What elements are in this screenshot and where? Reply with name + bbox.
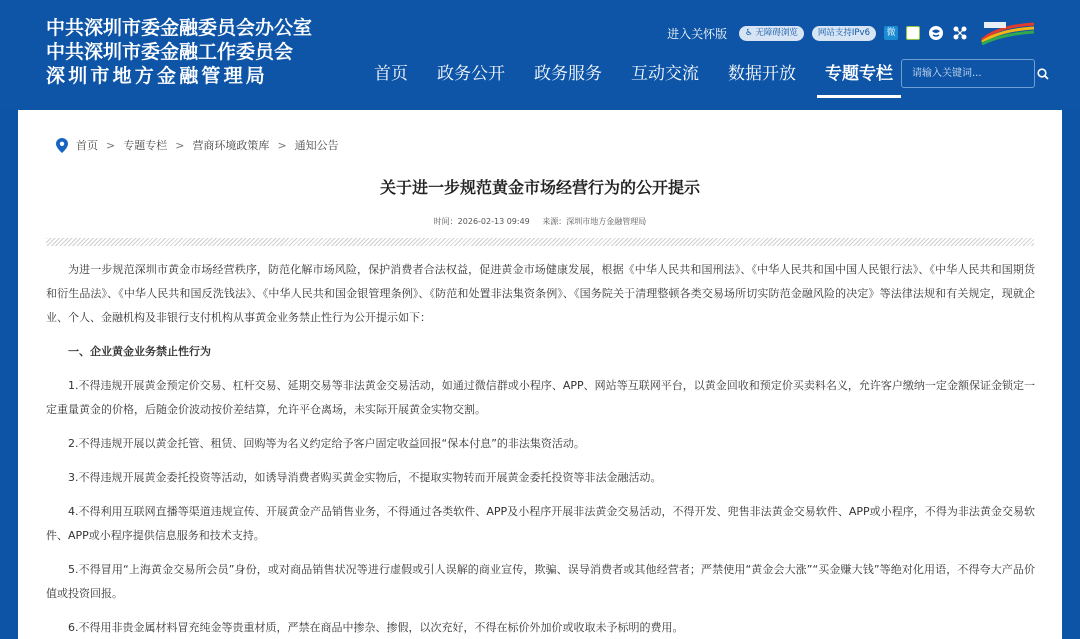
article-body bbox=[46, 258, 1035, 639]
nav-interaction[interactable]: 互动交流 bbox=[631, 64, 699, 84]
article-paragraph: 3.不得违规开展黄金委托投资等活动，如诱导消费者购买黄金实物后，不提取实物转而开展黄金委托投资等非法金融活动。 bbox=[68, 471, 662, 484]
article-source: 来源：深圳市地方金融管理局 bbox=[542, 217, 647, 226]
site-header bbox=[0, 0, 1080, 110]
nav-special-topics[interactable]: 专题专栏 bbox=[813, 56, 905, 96]
article-title: 关于进一步规范黄金市场经营行为的公开提示 bbox=[379, 178, 700, 197]
nav-gov-affairs-open[interactable]: 政务公开 bbox=[437, 64, 505, 84]
article-paragraph: 6.不得用非贵金属材料冒充纯金等贵重材质，严禁在商品中掺杂、掺假，以次充好，不得在标价外加价或收取未予标明的费用。 bbox=[68, 621, 684, 634]
shenzhen-logo bbox=[980, 20, 1036, 46]
main-nav bbox=[362, 56, 910, 96]
breadcrumb-policy-library[interactable]: 营商环境政策库 bbox=[192, 139, 270, 152]
org-name-block[interactable] bbox=[46, 16, 312, 88]
org-name-line-3: 深圳市地方金融管理局 bbox=[46, 65, 269, 87]
breadcrumb-notices[interactable]: 通知公告 bbox=[294, 139, 339, 152]
article-paragraph: 4.不得利用互联网直播等渠道违规宣传、开展黄金产品销售业务，不得通过各类软件、APP及小程序开展非法黄金交易活动，不得开发、兜售非法黄金交易软件、APP或小程序，不得为非法黄金交易软件、APP或小程序提供信息服务和技术支持。 bbox=[46, 505, 1035, 542]
care-mode-link[interactable]: 进入关怀版 bbox=[667, 26, 728, 41]
mini-program-icon[interactable] bbox=[952, 25, 968, 41]
weibo-icon[interactable]: 微 bbox=[884, 26, 898, 40]
search-button[interactable] bbox=[1037, 60, 1049, 87]
article-paragraph: 为进一步规范深圳市黄金市场经营秩序，防范化解市场风险，保护消费者合法权益，促进黄金市场健康发展，根据《中华人民共和国刑法》、《中华人民共和国中国人民银行法》、《中华人民共和国期货和衍生品法》、《中华人民共和国反洗钱法》、《中华人民共和国金银管理条例》、《防范和处置非法集资条例》、《国务院关于清理整顿各类交易场所切实防范金融风险的决定》等法律法规和有关规定，现就企业、个人、金融机构及非银行支付机构从事黄金业务禁止性行为公开提示如下： bbox=[46, 263, 1035, 324]
org-name-line-2: 中共深圳市委金融工作委员会 bbox=[46, 41, 294, 63]
ipv6-badge: 网站支持IPv6 bbox=[812, 26, 876, 41]
breadcrumb-separator: > bbox=[175, 138, 185, 152]
nav-gov-services[interactable]: 政务服务 bbox=[534, 64, 602, 84]
article-meta bbox=[18, 216, 1062, 227]
article-time: 时间：2026-02-13 09:49 bbox=[433, 217, 530, 226]
utility-bar bbox=[667, 22, 1036, 44]
accessibility-badge-label: 无障碍浏览 bbox=[755, 27, 798, 38]
wechat-icon[interactable] bbox=[928, 25, 944, 41]
article-paragraph: 5.不得冒用“上海黄金交易所会员”身份，或对商品销售状况等进行虚假或引人误解的商业宣传，欺骗、误导消费者或其他经营者；严禁使用“黄金会大涨”“买金赚大钱”等绝对化用语，不得夸大产品价值或投资回报。 bbox=[46, 563, 1035, 600]
location-pin-icon bbox=[56, 138, 68, 153]
article-paragraph: 1.不得违规开展黄金预定价交易、杠杆交易、延期交易等非法黄金交易活动，如通过微信群或小程序、APP、网站等互联网平台，以黄金回收和预定价买卖料名义，允许客户缴纳一定金额保证金锁定一定重量黄金的价格，后随金价波动按价差结算，允许平仓离场，未实际开展黄金实物交割。 bbox=[46, 379, 1035, 416]
content-card bbox=[18, 110, 1062, 639]
accessibility-badge[interactable]: ♿ 无障碍浏览 bbox=[739, 26, 804, 41]
search-box bbox=[901, 59, 1035, 88]
nav-open-data[interactable]: 数据开放 bbox=[728, 64, 796, 84]
article-section-heading: 一、企业黄金业务禁止性行为 bbox=[68, 345, 211, 358]
search-input[interactable] bbox=[902, 60, 1037, 87]
search-icon bbox=[1037, 68, 1049, 80]
title-divider bbox=[46, 238, 1034, 246]
org-name-line-1: 中共深圳市委金融委员会办公室 bbox=[46, 17, 313, 39]
article-paragraph: 2.不得违规开展以黄金托管、租赁、回购等为名义约定给予客户固定收益回报“保本付息”的非法集资活动。 bbox=[68, 437, 585, 450]
breadcrumb-separator: > bbox=[277, 138, 287, 152]
app-icon[interactable] bbox=[906, 26, 920, 40]
breadcrumb-special-topics[interactable]: 专题专栏 bbox=[123, 139, 168, 152]
breadcrumb-separator: > bbox=[106, 138, 116, 152]
breadcrumb-home[interactable]: 首页 bbox=[76, 139, 98, 152]
nav-home[interactable]: 首页 bbox=[374, 64, 408, 84]
breadcrumb bbox=[56, 137, 339, 153]
